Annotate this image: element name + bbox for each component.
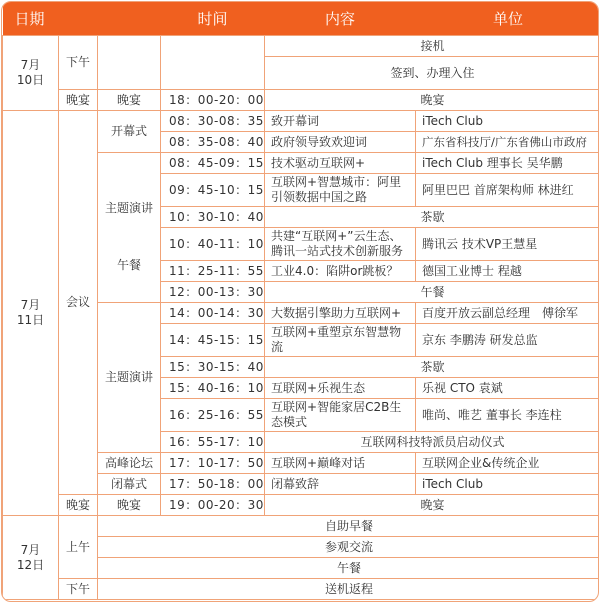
date-cell-day12: [3, 516, 59, 600]
unit-cell: 腾讯云 技术VP王慧星: [416, 228, 599, 261]
table-row: [3, 36, 600, 57]
period-morning: 上午: [59, 516, 98, 579]
time-cell: 10：40-11：10: [161, 228, 265, 261]
session-keynote-afternoon: 主题演讲: [98, 303, 161, 453]
header-content: 内容: [265, 2, 416, 36]
time-cell: 19：00-20：30: [161, 495, 265, 516]
date-month: 7月: [20, 58, 41, 72]
date-month: 7月: [20, 542, 41, 557]
content-cell: 政府领导致欢迎词: [265, 132, 416, 153]
header-row: [3, 2, 600, 36]
header-time: 时间: [161, 2, 265, 36]
time-cell: 08：45-09：15: [161, 153, 265, 174]
content-cell: 技术驱动互联网+: [265, 153, 416, 174]
header-unit: 单位: [416, 2, 599, 36]
period-afternoon: 下午: [59, 579, 98, 600]
time-cell: 14：00-14：30: [161, 303, 265, 324]
session-opening: 开幕式: [98, 111, 161, 153]
table-row: [3, 516, 600, 537]
time-cell: 12：00-13：30: [161, 282, 265, 303]
content-cell: 参观交流: [98, 537, 599, 558]
schedule-panel: [1, 1, 599, 602]
period-meeting: 会议: [59, 111, 98, 495]
unit-cell: iTech Club 理事长 吴华鹏: [416, 153, 599, 174]
content-cell: 晚宴: [265, 90, 599, 111]
content-cell: 接机: [265, 36, 599, 57]
session-closing: 闭幕式: [98, 474, 161, 495]
time-cell: 15：30-15：40: [161, 357, 265, 378]
unit-cell: 唯尚、唯艺 董事长 李连柱: [416, 399, 599, 432]
session-dinner: 晚宴: [98, 495, 161, 516]
unit-cell: iTech Club: [416, 111, 599, 132]
date-day: 11日: [16, 313, 45, 327]
time-cell: 10：30-10：40: [161, 207, 265, 228]
time-cell: 08：30-08：35: [161, 111, 265, 132]
table-row: [3, 495, 600, 516]
time-cell: 08：35-08：40: [161, 132, 265, 153]
agenda-table: [2, 2, 599, 600]
table-row: [3, 90, 600, 111]
content-cell: 致开幕词: [265, 111, 416, 132]
content-cell: 午餐: [98, 558, 599, 579]
content-cell: 互联网+重塑京东智慧物流: [265, 324, 416, 357]
table-row: [3, 111, 600, 132]
content-cell: 互联网+乐视生态: [265, 378, 416, 399]
session-dinner: 晚宴: [98, 90, 161, 111]
unit-cell: 广东省科技厅/广东省佛山市政府: [416, 132, 599, 153]
date-cell-day11: [3, 111, 59, 516]
unit-cell: 乐视 CTO 袁斌: [416, 378, 599, 399]
time-cell: 16：25-16：55: [161, 399, 265, 432]
session-summit: 高峰论坛: [98, 453, 161, 474]
time-cell: 17：50-18：00: [161, 474, 265, 495]
session-keynote-morning: [98, 153, 161, 303]
time-cell: 17：10-17：50: [161, 453, 265, 474]
content-cell: 签到、办理入住: [265, 57, 599, 90]
header-blank: [98, 2, 161, 36]
date-day: 12日: [16, 557, 45, 572]
unit-cell: iTech Club: [416, 474, 599, 495]
time-cell: 09：45-10：15: [161, 174, 265, 207]
content-cell: 互联网科技特派员启动仪式: [265, 432, 599, 453]
content-cell: 茶歇: [265, 357, 599, 378]
content-cell: 茶歇: [265, 207, 599, 228]
content-cell: 共建“互联网+”云生态、腾讯一站式技术创新服务: [265, 228, 416, 261]
content-cell: 晚宴: [265, 495, 599, 516]
unit-cell: 德国工业博士 程越: [416, 261, 599, 282]
date-day: 10日: [16, 73, 45, 87]
date-cell-day10: [3, 36, 59, 111]
content-cell: 互联网+智能家居C2B生态模式: [265, 399, 416, 432]
content-cell: 工业4.0：陷阱or跳板？: [265, 261, 416, 282]
unit-cell: 阿里巴巴 首席架构师 林进红: [416, 174, 599, 207]
time-cell: 16：55-17：10: [161, 432, 265, 453]
session-keynote-label: 主题演讲: [105, 200, 154, 215]
unit-cell: 百度开放云副总经理 傅徐军: [416, 303, 599, 324]
content-cell: 自助早餐: [98, 516, 599, 537]
content-cell: 送机返程: [98, 579, 599, 600]
content-cell: 互联网+巅峰对话: [265, 453, 416, 474]
time-cell: 18：00-20：00: [161, 90, 265, 111]
session-lunch-label: 午餐: [117, 257, 142, 272]
header-date: 日期: [3, 2, 98, 36]
date-month: 7月: [20, 298, 41, 312]
content-cell: 互联网+智慧城市：阿里引领数据中国之路: [265, 174, 416, 207]
time-cell: 11：25-11：55: [161, 261, 265, 282]
time-cell: 14：45-15：15: [161, 324, 265, 357]
period-afternoon: 下午: [59, 36, 98, 90]
unit-cell: 京东 李鹏涛 研发总监: [416, 324, 599, 357]
blank-cell: [98, 36, 161, 90]
table-row: [3, 579, 600, 600]
period-dinner: 晚宴: [59, 495, 98, 516]
period-dinner: 晚宴: [59, 90, 98, 111]
content-cell: 大数据引擎助力互联网+: [265, 303, 416, 324]
content-cell: 闭幕致辞: [265, 474, 416, 495]
time-cell: 15：40-16：10: [161, 378, 265, 399]
blank-cell: [161, 36, 265, 90]
content-cell: 午餐: [265, 282, 599, 303]
unit-cell: 互联网企业&传统企业: [416, 453, 599, 474]
